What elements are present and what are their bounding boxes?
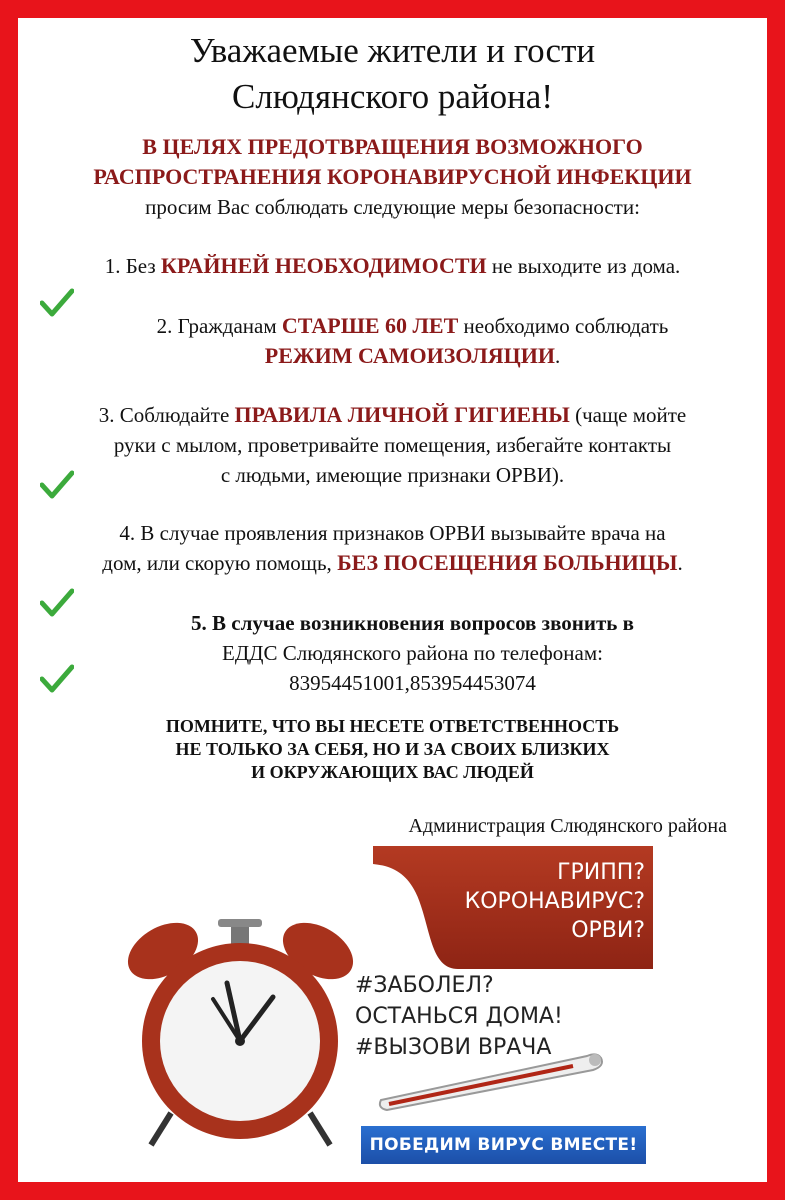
- poster-frame: [18, 18, 767, 1182]
- title-line-2: Слюдянского района!: [232, 77, 553, 116]
- lead-text: [18, 132, 767, 222]
- measure-item-1: 1. Без КРАЙНЕЙ НЕОБХОДИМОСТИ не выходите из дома.: [104, 253, 681, 278]
- lead-line-2: РАСПРОСТРАНЕНИЯ КОРОНАВИРУСНОЙ ИНФЕКЦИИ: [93, 164, 692, 189]
- illness-banner: ГРИПП? КОРОНАВИРУС? ОРВИ?: [373, 846, 653, 969]
- measure-item-5: 5. В случае возникновения вопросов звонить в ЕДДС Слюдянского района по телефонам: 83954451001,853954453074: [58, 608, 767, 698]
- title-line-1: Уважаемые жители и гости: [189, 31, 596, 70]
- checkmark-icon: [40, 664, 74, 694]
- hashtags: #ЗАБОЛЕЛ? ОСТАНЬСЯ ДОМА! #ВЫЗОВИ ВРАЧА: [355, 973, 563, 1060]
- responsibility-warning: ПОМНИТЕ, ЧТО ВЫ НЕСЕТЕ ОТВЕТСТВЕННОСТЬ НЕ ТОЛЬКО ЗА СЕБЯ, НО И ЗА СВОИХ БЛИЗКИХ И ОКРУЖАЮЩИХ ВАС ЛЮДЕЙ: [165, 716, 620, 782]
- lead-line-3: просим Вас соблюдать следующие меры безопасности:: [145, 195, 640, 219]
- measure-item-3: 3. Соблюдайте ПРАВИЛА ЛИЧНОЙ ГИГИЕНЫ (чаще мойте руки с мылом, проветривайте помещения, избегайте контакты с людьми, имеющие признаки ОРВИ).: [98, 402, 687, 487]
- measure-item-4: 4. В случае проявления признаков ОРВИ вызывайте врача на дом, или скорую помощь, БЕЗ ПОСЕЩЕНИЯ БОЛЬНИЦЫ.: [102, 521, 683, 575]
- alarm-clock-icon: [123, 913, 358, 1153]
- thermometer-icon: [373, 1048, 613, 1118]
- measure-item-2: 2. Гражданам СТАРШЕ 60 ЛЕТ необходимо соблюдать РЕЖИМ САМОИЗОЛЯЦИИ.: [156, 313, 669, 368]
- cta-banner: ПОБЕДИМ ВИРУС ВМЕСТЕ!: [361, 1126, 646, 1164]
- lead-line-1: В ЦЕЛЯХ ПРЕДОТВРАЩЕНИЯ ВОЗМОЖНОГО: [142, 134, 643, 159]
- page-title: [18, 28, 767, 120]
- phone-numbers: 83954451001,853954453074: [289, 671, 536, 695]
- signature: Администрация Слюдянского района: [408, 815, 727, 837]
- checkmark-icon: [40, 470, 74, 500]
